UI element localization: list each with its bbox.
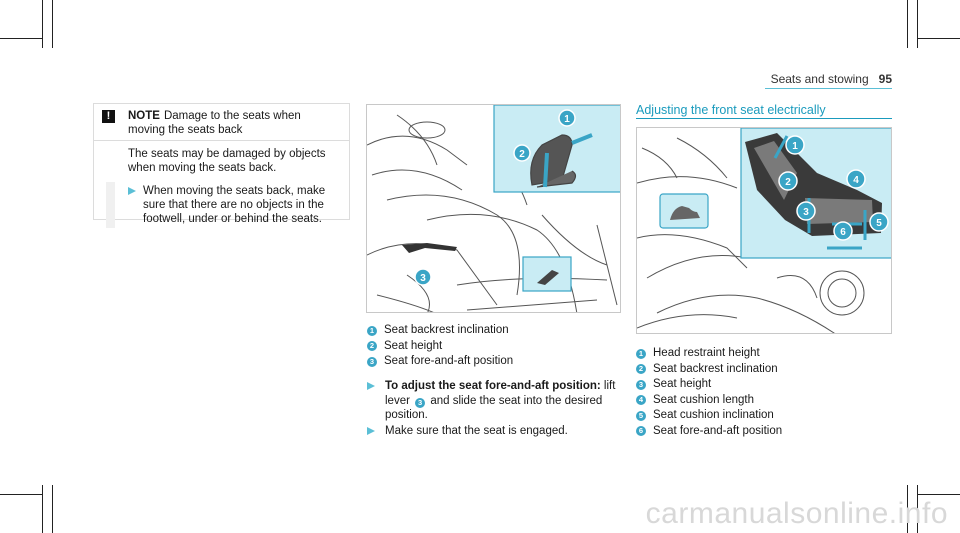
figure2-legend <box>636 346 782 439</box>
legend-text: Seat fore-and-aft position <box>653 424 783 437</box>
legend-item <box>636 362 782 378</box>
crop-mark <box>917 0 918 48</box>
callout-3: 3 <box>803 207 809 218</box>
step-heading: To adjust the seat fore-and-aft position: <box>385 380 601 392</box>
legend-number: 2 <box>636 364 646 374</box>
step-arrow-icon <box>367 382 375 390</box>
crop-mark <box>907 0 908 48</box>
legend-text: Head restraint height <box>653 347 760 359</box>
warning-icon: ! <box>102 110 115 123</box>
note-step-bar <box>106 182 115 228</box>
crop-mark <box>0 38 42 39</box>
callout-4: 4 <box>853 175 859 186</box>
legend-item <box>367 354 513 370</box>
header-rule <box>765 88 892 89</box>
callout-6: 6 <box>840 227 846 238</box>
step-arrow-icon <box>128 187 136 195</box>
step-text: and slide the seat into the desired position. <box>385 394 603 421</box>
callout-2: 2 <box>785 177 791 188</box>
legend-item <box>636 393 782 409</box>
crop-mark <box>918 494 960 495</box>
legend-text: Seat cushion length <box>653 393 755 406</box>
inline-callout: 3 <box>415 398 425 408</box>
step-arrow-icon <box>367 427 375 435</box>
callout-3: 3 <box>420 273 426 284</box>
callout-1: 1 <box>564 114 570 125</box>
step-text: Make sure that the seat is engaged. <box>385 425 568 437</box>
legend-number: 4 <box>636 395 646 405</box>
callout-2: 2 <box>519 149 525 160</box>
legend-item <box>367 339 513 355</box>
section-title: Adjusting the front seat electrically <box>636 103 826 117</box>
legend-number: 1 <box>367 326 377 336</box>
figure1-legend <box>367 323 513 370</box>
legend-text: Seat fore-and-aft position <box>384 355 514 367</box>
legend-item <box>636 377 782 393</box>
note-header <box>94 104 349 140</box>
legend-number: 3 <box>367 357 377 367</box>
header-section: Seats and stowing <box>770 72 869 86</box>
crop-mark <box>918 38 960 39</box>
instruction-step <box>367 379 617 423</box>
crop-mark <box>42 485 43 533</box>
step-text: lift lever <box>385 380 616 407</box>
legend-number: 3 <box>636 380 646 390</box>
instruction-step <box>367 424 617 439</box>
callout-1: 1 <box>792 141 798 152</box>
legend-number: 1 <box>636 349 646 359</box>
legend-number: 2 <box>367 341 377 351</box>
legend-text: Seat backrest inclination <box>653 362 778 375</box>
note-step <box>128 184 339 226</box>
legend-number: 5 <box>636 411 646 421</box>
note-label: NOTE <box>128 110 160 122</box>
legend-text: Seat height <box>653 378 712 390</box>
note-text: The seats may be damaged by objects when moving the seats back. <box>128 148 326 174</box>
legend-item <box>636 346 782 362</box>
legend-item <box>636 424 782 440</box>
note-box <box>93 103 350 225</box>
figure-manual-seat <box>366 104 621 313</box>
manual-seat-illustration <box>367 105 621 313</box>
running-header <box>771 72 892 86</box>
section-rule <box>636 118 892 119</box>
watermark: carmanualsonline.info <box>645 497 948 530</box>
figure-electric-seat <box>636 127 892 334</box>
door-seat-controls-illustration <box>637 128 892 334</box>
callout-5: 5 <box>876 218 882 229</box>
note-body <box>94 141 349 226</box>
legend-text: Seat cushion inclination <box>653 409 774 421</box>
page-number: 95 <box>878 72 892 86</box>
note-step-text: When moving the seats back, make sure that there are no objects in the footwell, under or behind the seats. <box>143 185 326 225</box>
crop-mark <box>52 0 53 48</box>
crop-mark <box>0 494 42 495</box>
crop-mark <box>52 485 53 533</box>
legend-text: Seat backrest inclination <box>384 324 509 336</box>
legend-text: Seat height <box>384 339 443 352</box>
legend-item <box>636 408 782 424</box>
note-title: Damage to the seats when moving the seats back <box>128 110 301 136</box>
legend-item <box>367 323 513 339</box>
crop-mark <box>42 0 43 48</box>
legend-number: 6 <box>636 426 646 436</box>
